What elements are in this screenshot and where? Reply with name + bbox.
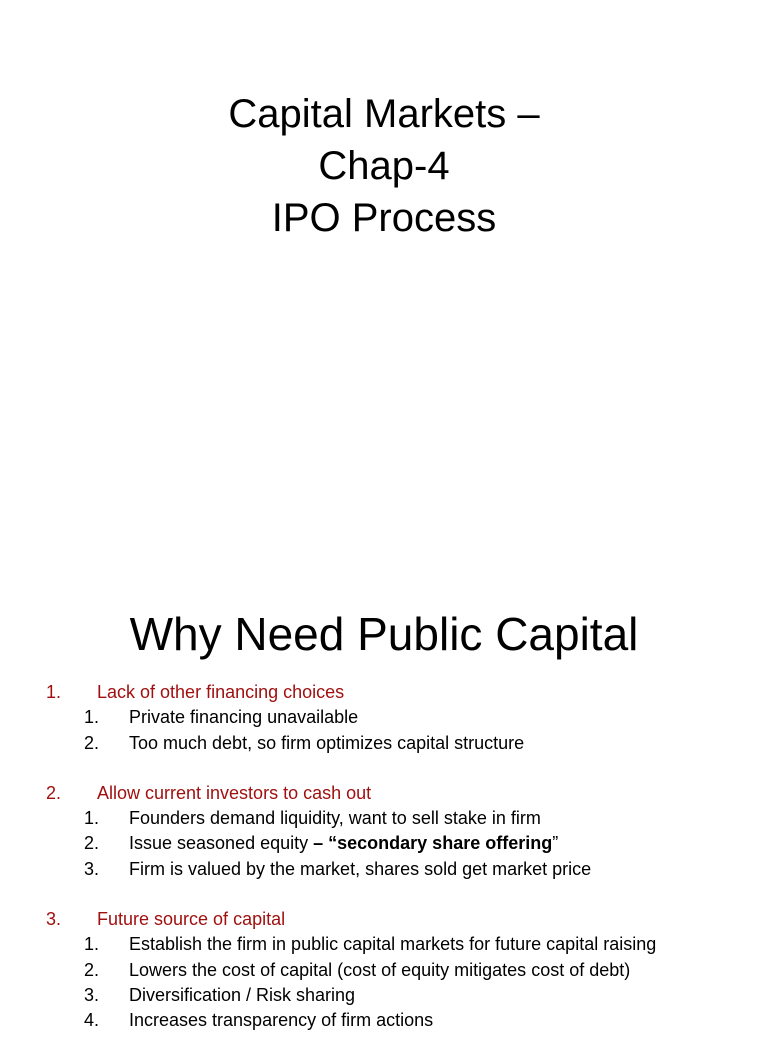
list-item-text: Establish the firm in public capital markets for future capital raising bbox=[129, 934, 657, 955]
list-item-number: 2. bbox=[84, 732, 100, 753]
reasons-list bbox=[0, 680, 768, 1059]
list-item bbox=[0, 831, 768, 856]
reason-section bbox=[0, 781, 768, 882]
list-item bbox=[0, 857, 768, 882]
list-item-text: Too much debt, so firm optimizes capital structure bbox=[129, 732, 525, 753]
list-item bbox=[0, 1008, 768, 1033]
slide1-title-line: Capital Markets – bbox=[228, 92, 540, 136]
list-item-text-suffix: ” bbox=[552, 833, 559, 854]
reason-label: Lack of other financing choices bbox=[97, 682, 345, 702]
list-item-number: 4. bbox=[84, 1010, 100, 1031]
reason-heading bbox=[0, 781, 768, 806]
reason-number: 3. bbox=[46, 909, 62, 930]
reason-section bbox=[0, 680, 768, 756]
slide1-title-line: IPO Process bbox=[271, 196, 497, 240]
reason-heading bbox=[0, 680, 768, 705]
list-item-text-dash: – “ bbox=[313, 833, 338, 854]
list-item bbox=[0, 806, 768, 831]
list-item-text: Lowers the cost of capital (cost of equity mitigates cost of debt) bbox=[129, 959, 631, 980]
reason-number: 1. bbox=[46, 682, 62, 702]
list-item-text: Increases transparency of firm actions bbox=[129, 1010, 434, 1031]
list-item-number: 3. bbox=[84, 858, 100, 879]
list-item bbox=[0, 983, 768, 1008]
slide2-title: Why Need Public Capital bbox=[129, 608, 639, 660]
list-item bbox=[0, 731, 768, 756]
list-item bbox=[0, 958, 768, 983]
list-item-text-emphasis: secondary share offering bbox=[337, 833, 553, 854]
list-item-text: Firm is valued by the market, shares sold get market price bbox=[129, 858, 592, 879]
slide1-title-line: Chap-4 bbox=[318, 144, 450, 188]
list-item-text: Founders demand liquidity, want to sell stake in firm bbox=[129, 808, 541, 829]
list-item-text bbox=[129, 831, 558, 856]
list-item-text-prefix: Issue seasoned equity bbox=[129, 833, 314, 854]
list-item-text: Private financing unavailable bbox=[129, 707, 359, 728]
reason-section bbox=[0, 907, 768, 1033]
list-item-text: Diversification / Risk sharing bbox=[129, 984, 356, 1005]
list-item-number: 1. bbox=[84, 934, 100, 955]
reason-heading bbox=[0, 907, 768, 932]
reason-label: Future source of capital bbox=[97, 909, 286, 930]
list-item bbox=[0, 932, 768, 957]
list-item-number: 2. bbox=[84, 959, 100, 980]
reason-label: Allow current investors to cash out bbox=[97, 782, 372, 803]
list-item-number: 1. bbox=[84, 808, 100, 829]
list-item-number: 2. bbox=[84, 833, 100, 854]
list-item-number: 1. bbox=[84, 707, 100, 728]
reason-number: 2. bbox=[46, 782, 62, 803]
slide1-title bbox=[0, 88, 768, 244]
list-item bbox=[0, 705, 768, 730]
list-item-number: 3. bbox=[84, 984, 100, 1005]
